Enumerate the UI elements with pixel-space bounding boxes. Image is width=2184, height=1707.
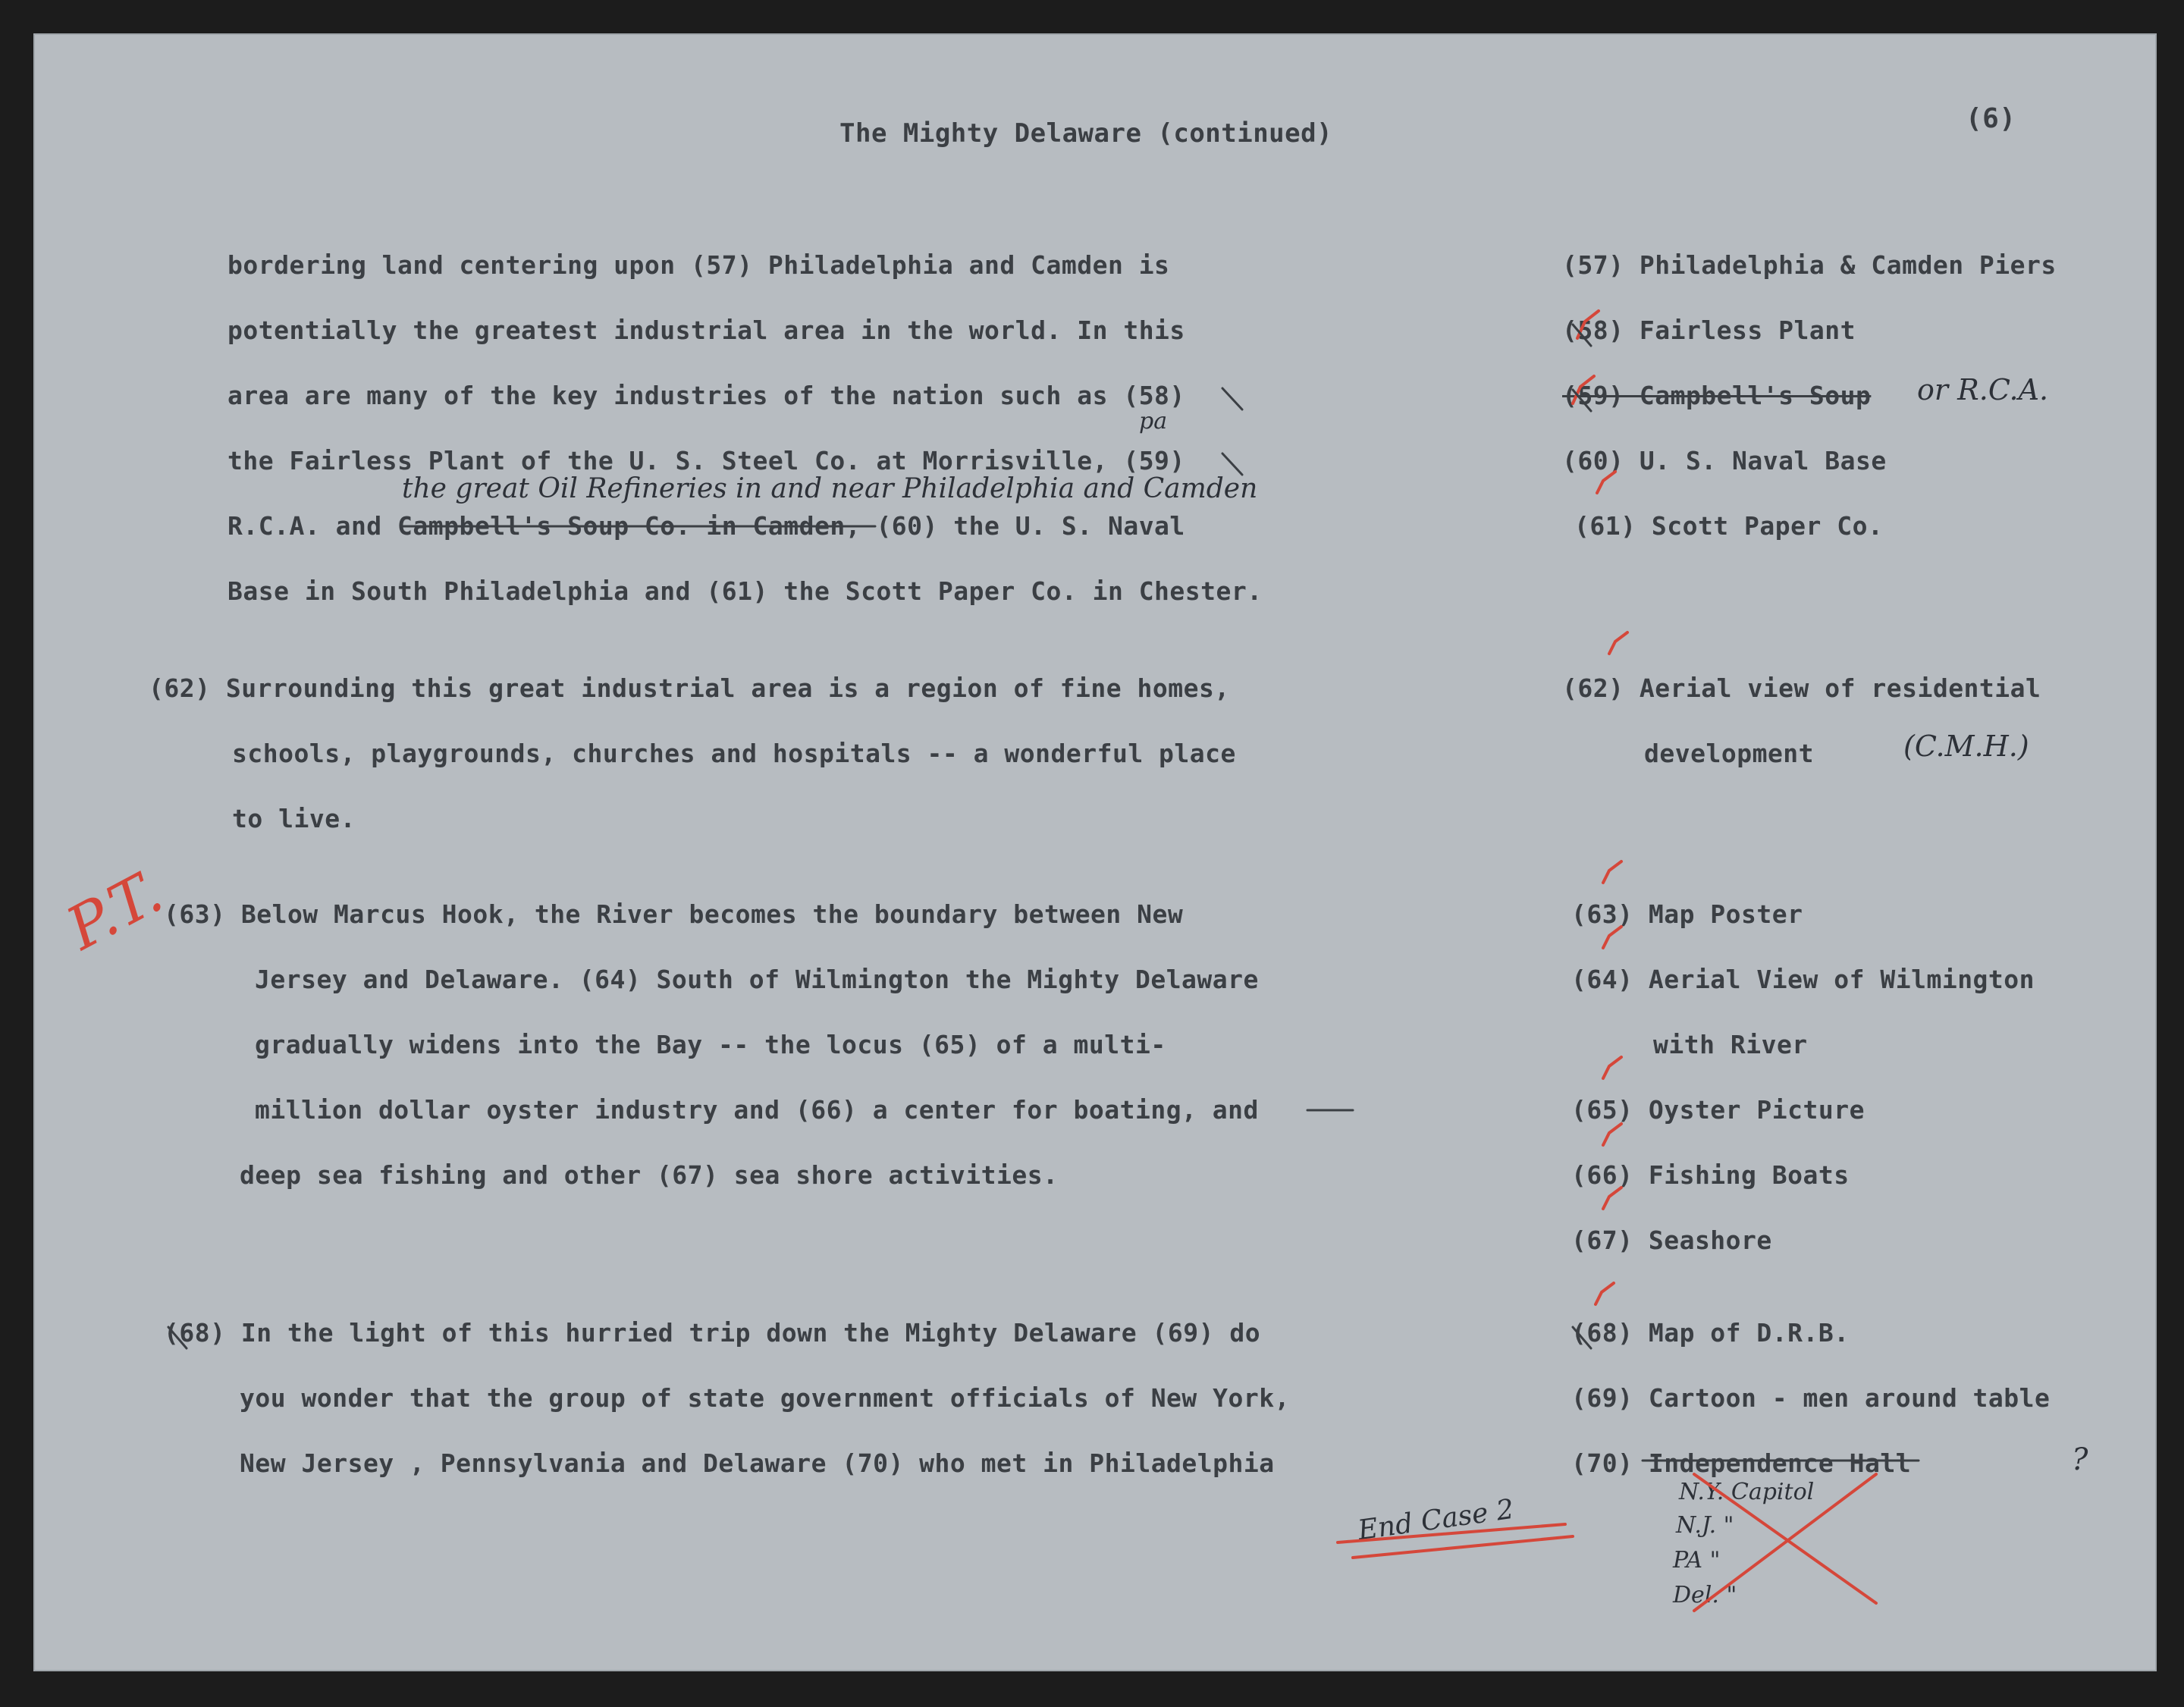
handwritten-end-case: End Case 2 [1356,1493,1516,1547]
shot-item: (63) Map Poster [1571,899,1803,929]
shot-item: with River [1653,1030,1808,1059]
narration-line: R.C.A. and Campbell's Soup Co. in Camden, (60) the U. S. Naval [228,511,1185,541]
red-check-mark [1603,927,1621,948]
shot-item: (58) Fairless Plant [1562,315,1856,345]
strike-58 [1222,388,1242,409]
red-check-mark [1603,861,1621,883]
handwritten-capitol-line: Del. " [1673,1582,1737,1608]
narration-line: (68) In the light of this hurried trip down the Mighty Delaware (69) do [164,1318,1261,1348]
handwritten-capitol-line: N.Y. Capitol [1679,1479,1815,1505]
page-number: (6) [1966,103,2016,134]
shot-item: (62) Aerial view of residential [1562,673,2041,703]
narration-line: gradually widens into the Bay -- the locus (65) of a multi- [255,1030,1166,1059]
document-page [33,33,2157,1671]
shot-item: (66) Fishing Boats [1571,1160,1850,1190]
shot-item: (65) Oyster Picture [1571,1095,1865,1125]
red-check-mark [1609,632,1627,654]
narration-line: bordering land centering upon (57) Philadelphia and Camden is [228,250,1170,280]
narration-line: (63) Below Marcus Hook, the River becomes the boundary between New [164,899,1184,929]
narration-line: you wonder that the group of state government officials of New York, [240,1383,1291,1413]
narration-line: Jersey and Delaware. (64) South of Wilmington the Mighty Delaware [255,965,1259,994]
narration-line: area are many of the key industries of the nation such as (58) [228,381,1185,410]
handwritten-pa: pa [1139,408,1168,435]
shot-item: (69) Cartoon - men around table [1571,1383,2051,1413]
handwritten-capitol-line: PA " [1673,1547,1721,1574]
narration-line: million dollar oyster industry and (66) a center for boating, and [255,1095,1259,1125]
narration-line: Base in South Philadelphia and (61) the Scott Paper Co. in Chester. [228,576,1263,606]
strike-59 [1222,453,1242,475]
shot-item: (57) Philadelphia & Camden Piers [1562,250,2057,280]
red-check-mark [1596,1283,1614,1304]
handwritten-question: ? [2072,1442,2088,1477]
narration-line: (62) Surrounding this great industrial area is a region of fine homes, [149,673,1230,703]
narration-line: the Fairless Plant of the U. S. Steel Co. at Morrisville, (59) [228,446,1185,475]
shot-item: (60) U. S. Naval Base [1562,446,1887,475]
handwritten-or-rca: or R.C.A. [1917,373,2049,406]
shot-item: (64) Aerial View of Wilmington [1571,965,2035,994]
narration-line: deep sea fishing and other (67) sea shore activities. [240,1160,1059,1190]
shot-item: (68) Map of D.R.B. [1571,1318,1850,1348]
shot-item: development [1644,739,1815,768]
narration-line: potentially the greatest industrial area in the world. In this [228,315,1185,345]
red-check-mark [1603,1124,1621,1145]
red-check-mark [1603,1057,1621,1078]
handwritten-capitol-line: N.J. " [1676,1512,1734,1539]
narration-line: schools, playgrounds, churches and hospitals -- a wonderful place [232,739,1236,768]
narration-line: New Jersey , Pennsylvania and Delaware (70) who met in Philadelphia [240,1448,1275,1478]
shot-item: (59) Campbell's Soup [1562,381,1872,410]
handwritten-cmh: (C.M.H.) [1903,730,2029,763]
red-check-mark [1603,1188,1621,1209]
margin-mark: P.T. [56,858,174,964]
shot-item: (70) Independence Hall [1571,1448,1912,1478]
handwritten-insert: the great Oil Refineries in and near Philadelphia and Camden [402,473,1258,504]
shot-item: (67) Seashore [1571,1225,1772,1255]
page-title: The Mighty Delaware (continued) [839,118,1333,149]
narration-line: to live. [232,804,356,833]
shot-item: (61) Scott Paper Co. [1574,511,1884,541]
